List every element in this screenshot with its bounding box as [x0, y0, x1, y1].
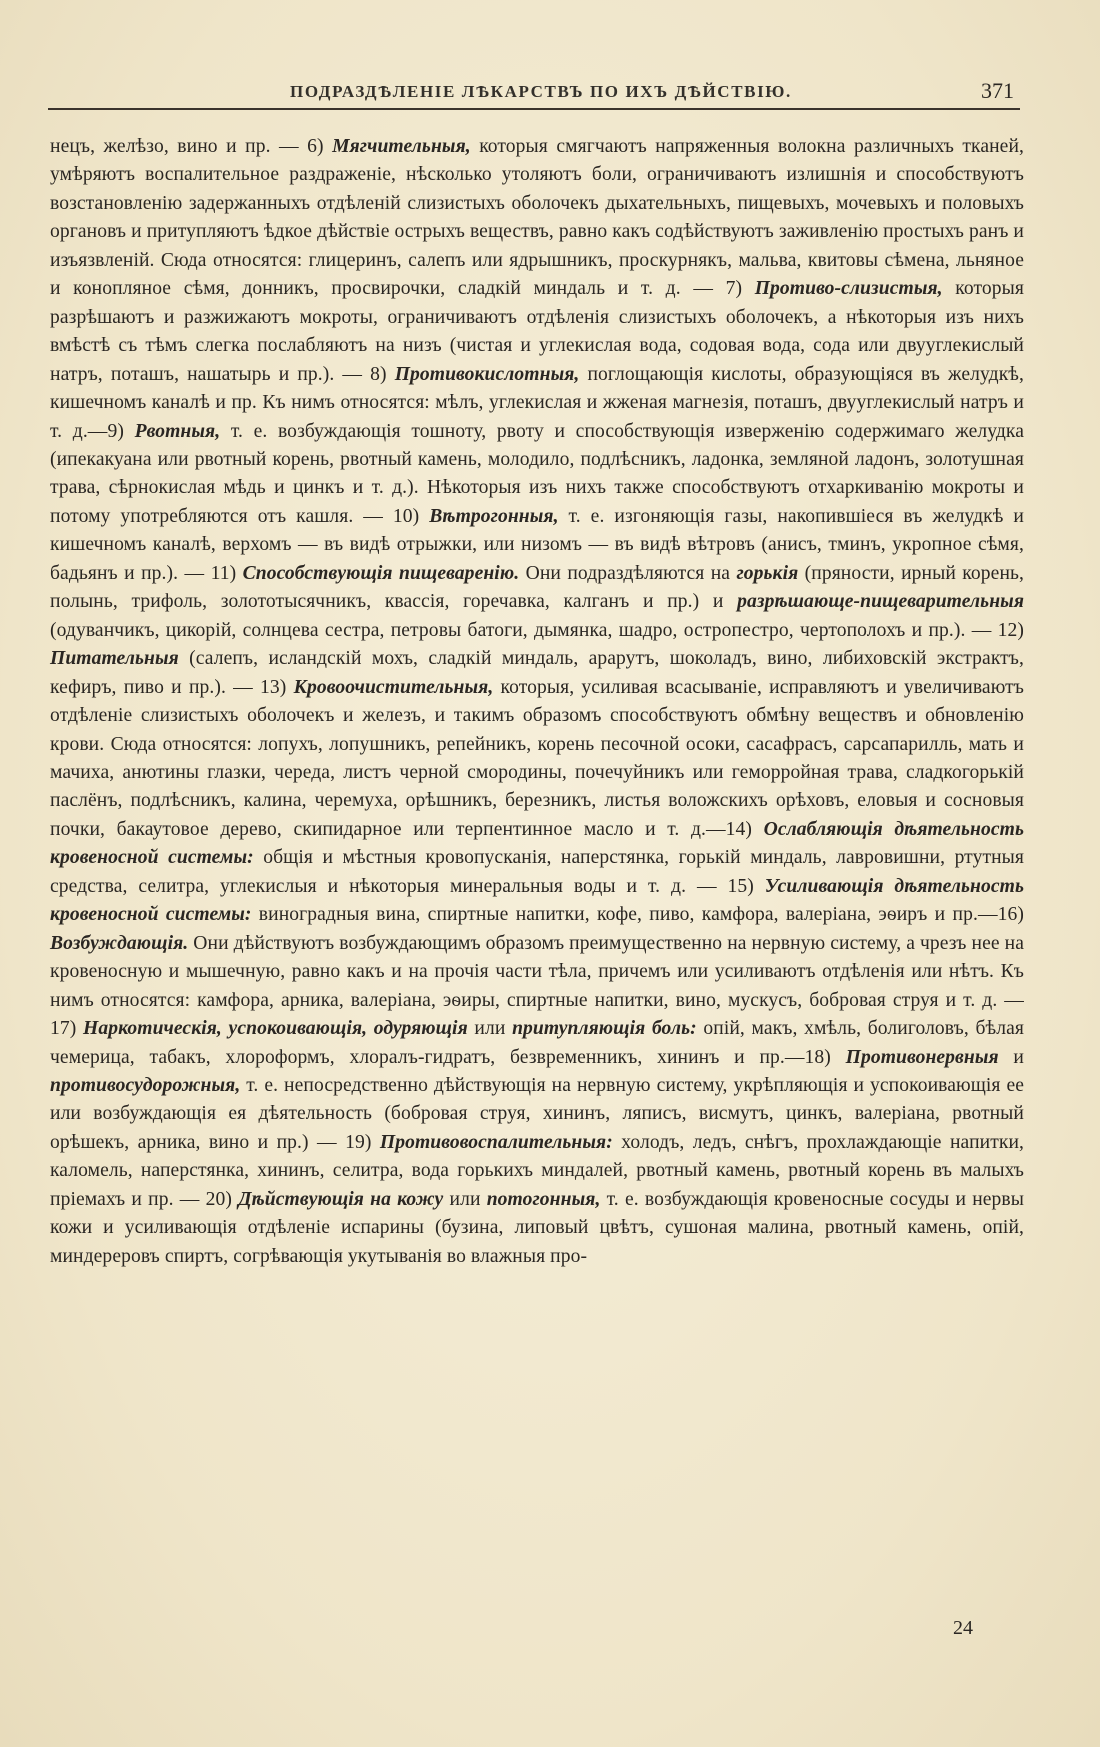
text-run: т. е. возбуждающія тошноту, рвоту и способствующія изверженію содержимаго желудка (ипекакуана или рвотный корень, рвотный камень, молодило, подлѣсникъ, ладонка, земляной ладонъ, золотушная трава, сѣрнокислая мѣдь и цинкъ и т. д.). Нѣкоторыя изъ нихъ также способствуютъ отхаркиванію мокроты и потому употребляются отъ кашля. — 10)	[50, 420, 1024, 527]
italic-term: Наркотическія, успокоивающія, одуряющія	[83, 1018, 468, 1040]
text-run: или	[467, 1018, 513, 1040]
body-text	[50, 133, 1024, 1271]
text-run: т. е. изгоняющія газы, накопившіеся въ желудкѣ и кишечномъ каналѣ, верхомъ — въ видѣ отрыжки, или низомъ — въ видѣ вѣтровъ (анисъ, тминъ, укропное сѣмя, бадьянъ и пр.). — 11)	[50, 505, 1024, 584]
italic-term: Питательныя	[50, 648, 179, 670]
text-run: Они подраздѣляются на	[519, 562, 737, 584]
page-header	[48, 72, 1020, 110]
italic-term: потогонныя,	[486, 1188, 601, 1210]
italic-term: Возбуждающія.	[50, 932, 189, 954]
text-run: поглощающія кислоты, образующіяся въ желудкѣ, кишечномъ каналѣ и пр. Къ нимъ относятся: мѣлъ, углекислая и жженая магнезія, поташъ, двууглекислый натръ и т. д.—9)	[50, 363, 1024, 442]
text-run: общія и мѣстныя кровопусканія, наперстянка, горькій миндаль, лавровишни, ртутныя средства, селитра, углекислыя и нѣкоторыя минеральныя воды и т. д. — 15)	[50, 847, 1024, 897]
running-head: ПОДРАЗДѢЛЕНІЕ ЛѢКАРСТВЪ ПО ИХЪ ДѢЙСТВІЮ.	[290, 82, 792, 101]
text-run: которыя, усиливая всасываніе, исправляютъ и увеличиваютъ отдѣленіе слизистыхъ оболочекъ и железъ, и такимъ образомъ способствуютъ обмѣну веществъ и обновленію крови. Сюда относятся: лопухъ, лопушникъ, репейникъ, корень песочной осоки, сасафрасъ, сарсапарилль, мать и мачиха, анютины глазки, череда, листъ черной смородины, почечуйникъ или геморройная трава, сладкогорькій паслёнъ, подлѣсникъ, калина, черемуха, орѣшникъ, березникъ, листья воложскихъ орѣховъ, еловыя и сосновыя почки, бакаутовое дерево, скипидарное или терпентинное масло и т. д.—14)	[50, 676, 1025, 840]
text-run: которыя разрѣшаютъ и разжижаютъ мокроты, ограничиваютъ отдѣленія слизистыхъ оболочекъ, а нѣкоторыя изъ нихъ вмѣстѣ съ тѣмъ слегка послабляютъ на низъ (чистая и углекислая вода, содовая вода, сода или двууглекислый натръ, поташъ, нашатырь и пр.). — 8)	[50, 278, 1024, 385]
italic-term: Способствующія пищеваренію.	[242, 562, 520, 584]
italic-term: Противо-слизистыя,	[754, 278, 943, 300]
text-run: (пряности, ирный корень, полынь, трифоль, золототысячникъ, квассія, горечавка, калганъ и пр.) и	[50, 562, 1024, 613]
text-run: (салепъ, исландскій мохъ, сладкій миндаль, арарутъ, шоколадъ, вино, либиховскій экстрактъ, кефиръ, пиво и пр.). — 13)	[50, 648, 1024, 698]
text-run: (одуванчикъ, цикорій, солнцева сестра, петровы батоги, дымянка, шадро, остропестро, чертополохъ и пр.). — 12)	[50, 619, 1024, 641]
italic-term: Вѣтрогонныя,	[429, 505, 559, 527]
text-run: и	[998, 1046, 1024, 1068]
page-number: 371	[981, 78, 1014, 103]
text-run: Они дѣйствуютъ возбуждающимъ образомъ преимущественно на нервную систему, а чрезъ нее на кровеносную и мышечную, равно какъ и на прочія части тѣла, причемъ или усиливаютъ отдѣленія или нѣтъ. Къ нимъ относятся: камфора, арника, валеріана, эѳиры, спиртные напитки, вино, мускусъ, бобровая струя и т. д. — 17)	[50, 932, 1024, 1040]
text-run: виноградныя вина, спиртные напитки, кофе, пиво, камфора, валеріана, эѳиръ и пр.—16)	[251, 904, 1024, 926]
italic-term: Кровоочистительныя,	[293, 676, 494, 698]
italic-term: Противонервныя	[845, 1046, 999, 1068]
italic-term: Дѣйствующія на кожу	[238, 1188, 444, 1210]
text-run: т. е. возбуждающія кровеносные сосуды и нервы кожи и усиливающія отдѣленіе испарины (бузина, липовый цвѣтъ, сушоная малина, рвотный камень, опій, миндереровъ спиртъ, согрѣвающія укутыванія во влажныя про-	[50, 1188, 1025, 1267]
italic-term: горькія	[736, 562, 799, 584]
text-run: холодъ, ледъ, снѣгъ, прохлаждающіе напитки, каломель, наперстянка, хининъ, селитра, вода горькихъ миндалей, рвотный камень, рвотный корень въ малыхъ пріемахъ и пр. — 20)	[50, 1131, 1024, 1210]
italic-term: Рвотныя,	[134, 420, 221, 442]
italic-term: Ослабляющія дѣятельность кровеносной системы:	[50, 818, 1024, 869]
italic-term: Мягчительныя,	[332, 136, 471, 157]
text-run: т. е. непосредственно дѣйствующія на нервную систему, укрѣпляющія и успокоивающія ее или возбуждающія ея дѣятельность (бобровая струя, хининъ, ляписъ, висмутъ, цинкъ, валеріана, рвотный орѣшекъ, арника, вино и пр.) — 19)	[50, 1074, 1024, 1153]
signature-mark: 24	[953, 1617, 973, 1639]
italic-term: Противокислотныя,	[394, 363, 580, 385]
text-run: которыя смягчаютъ напряженныя волокна различныхъ тканей, умѣряютъ воспалительное раздраженіе, нѣсколько утоляютъ боли, ограничиваютъ излишнія и способствуютъ возстановленію задержанныхъ отдѣленій слизистыхъ оболочекъ дыхательныхъ, пищевыхъ, мочевыхъ и половыхъ органовъ и притупляютъ ѣдкое дѣйствіе острыхъ веществъ, равно какъ содѣйствуютъ заживленію простыхъ ранъ и изъязвленій. Сюда относятся: глицеринъ, салепъ или ядрышникъ, проскурнякъ, мальва, квитовы сѣмена, льняное и конопляное сѣмя, донникъ, просвирочки, сладкій миндаль и т. д. — 7)	[50, 136, 1024, 300]
text-run: нецъ, желѣзо, вино и пр. — 6)	[50, 136, 333, 157]
italic-term: разрѣшающе-пищеварительныя	[737, 591, 1024, 613]
italic-term: притупляющія боль:	[512, 1018, 697, 1040]
italic-term: Противовоспалительныя:	[379, 1131, 613, 1153]
italic-term: противосудорожныя,	[50, 1074, 241, 1096]
text-run: или	[443, 1188, 487, 1210]
italic-term: Усиливающія дѣятельность кровеносной системы:	[50, 875, 1025, 926]
text-run: опій, макъ, хмѣль, болиголовъ, бѣлая чемерица, табакъ, хлороформъ, хлоралъ-гидратъ, безвременникъ, хининъ и пр.—18)	[50, 1018, 1024, 1068]
